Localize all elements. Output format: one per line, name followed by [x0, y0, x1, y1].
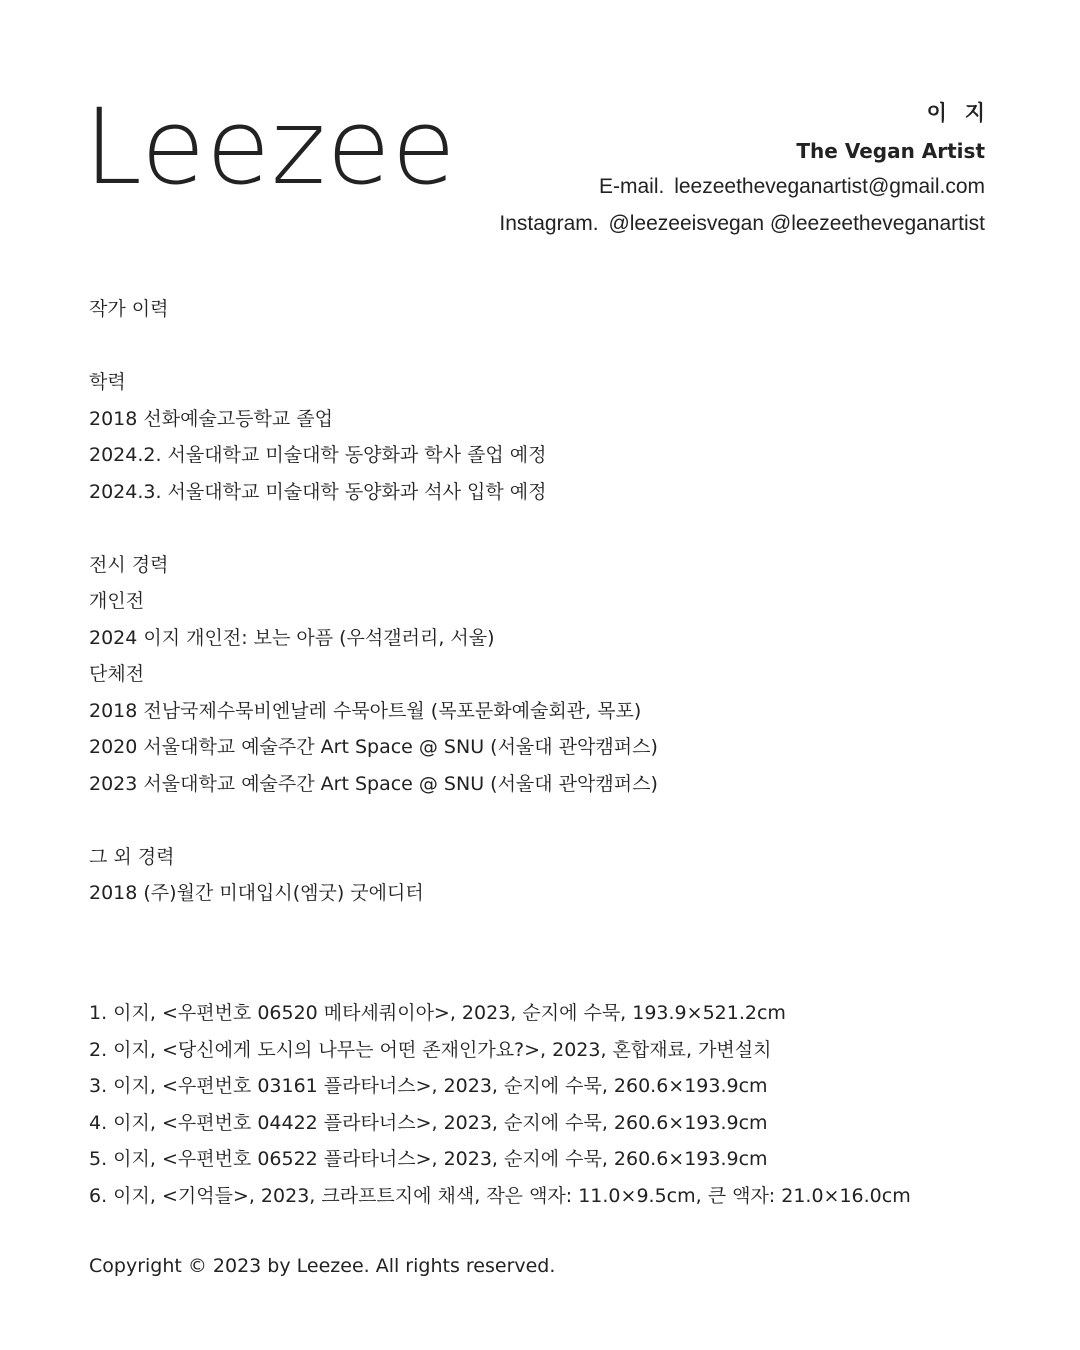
education-item: 2018 선화예술고등학교 졸업 [89, 407, 333, 430]
instagram-label: Instagram. [499, 211, 599, 235]
contact-block [499, 96, 991, 242]
work-caption: 4. 이지, <우편번호 04422 플라타너스>, 2023, 순지에 수묵, 260.6×193.9cm [89, 1111, 768, 1134]
other-career-heading: 그 외 경력 [89, 845, 175, 868]
copyright-notice: Copyright © 2023 by Leezee. All rights reserved. [89, 1255, 556, 1277]
solo-exhibitions-heading: 개인전 [89, 590, 145, 612]
work-caption: 5. 이지, <우편번호 06522 플라타너스>, 2023, 순지에 수묵, 260.6×193.9cm [89, 1148, 768, 1170]
logo-wordmark: Leezee [84, 86, 457, 208]
group-exhibition-item: 2020 서울대학교 예술주간 Art Space @ SNU (서울대 관악캠퍼스) [89, 736, 658, 758]
other-career-item: 2018 (주)월간 미대입시(엠굿) 굿에디터 [89, 882, 424, 904]
group-exhibition-item: 2023 서울대학교 예술주간 Art Space @ SNU (서울대 관악캠퍼스) [89, 772, 658, 795]
work-caption: 6. 이지, <기억들>, 2023, 크라프트지에 채색, 작은 액자: 11.0×9.5cm, 큰 액자: 21.0×16.0cm [89, 1184, 911, 1207]
education-item: 2024.3. 서울대학교 미술대학 동양화과 석사 입학 예정 [89, 480, 547, 503]
instagram-handles[interactable]: @leezeeisvegan @leezeetheveganartist [608, 211, 985, 235]
email-address[interactable]: leezeetheveganartist@gmail.com [674, 175, 985, 198]
education-heading: 학력 [89, 371, 126, 393]
group-exhibitions-heading: 단체전 [89, 663, 145, 685]
email-line [499, 169, 985, 206]
work-caption: 2. 이지, <당신에게 도시의 나무는 어떤 존재인가요?>, 2023, 혼합재료, 가변설치 [89, 1038, 772, 1061]
email-label: E-mail. [599, 175, 665, 198]
artist-name: 이 지 [926, 102, 991, 125]
group-exhibition-item: 2018 전남국제수묵비엔날레 수묵아트월 (목포문화예술회관, 목포) [89, 699, 642, 722]
instagram-line [499, 206, 985, 243]
cv-title: 작가 이력 [89, 298, 169, 320]
exhibitions-heading: 전시 경력 [89, 553, 169, 576]
work-caption: 3. 이지, <우편번호 03161 플라타너스>, 2023, 순지에 수묵, 260.6×193.9cm [89, 1075, 768, 1097]
artist-tagline: The Vegan Artist [796, 138, 985, 163]
solo-exhibition-item: 2024 이지 개인전: 보는 아픔 (우석갤러리, 서울) [89, 626, 495, 649]
work-caption: 1. 이지, <우편번호 06520 메타세쿼이아>, 2023, 순지에 수묵, 193.9×521.2cm [89, 1002, 786, 1024]
education-item: 2024.2. 서울대학교 미술대학 동양화과 학사 졸업 예정 [89, 444, 547, 466]
works-list [89, 995, 911, 1214]
cv-section [89, 291, 658, 912]
